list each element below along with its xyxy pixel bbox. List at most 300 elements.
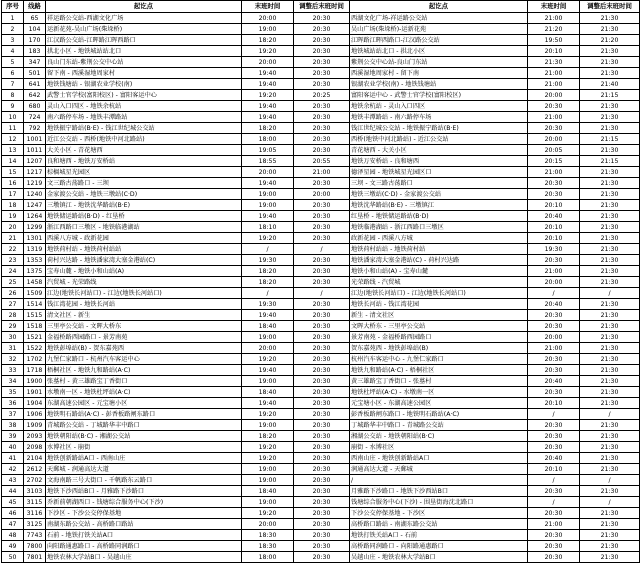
cell-endpoints-outbound: 地铁储运路站(B·D) - 红垦桥 xyxy=(46,211,242,222)
cell-endpoints-inbound: 地铁城站站北口 - 拱北小区 xyxy=(350,46,528,57)
cell-last-bus-inbound: 21:30 xyxy=(528,57,580,68)
cell-endpoints-outbound: 乔新前朝湖西口 - 钱塘综合服务中心(下沙) xyxy=(46,497,242,508)
cell-index: 4 xyxy=(2,46,24,57)
cell-adjusted-last-bus-outbound: 20:55 xyxy=(294,156,350,167)
cell-index: 34 xyxy=(2,376,24,387)
cell-adjusted-last-bus-inbound: 21:30 xyxy=(580,68,640,79)
cell-adjusted-last-bus-inbound: 21:30 xyxy=(580,101,640,112)
cell-index: 30 xyxy=(2,332,24,343)
header-adjusted-last-bus-outbound: 调整后末班时间 xyxy=(294,1,350,13)
cell-last-bus-inbound: 20:30 xyxy=(528,101,580,112)
cell-endpoints-inbound: 青花塘西 - 大关小区 xyxy=(350,145,528,156)
cell-last-bus-outbound: 18:40 xyxy=(242,387,294,398)
cell-last-bus-inbound: 20:30 xyxy=(528,420,580,431)
cell-endpoints-outbound: 留下南 - 西溪湿地周家村 xyxy=(46,68,242,79)
cell-adjusted-last-bus-outbound: 20:30 xyxy=(294,354,350,365)
table-row xyxy=(2,244,640,255)
cell-adjusted-last-bus-outbound: 20:30 xyxy=(294,332,350,343)
header-adjusted-last-bus-inbound: 调整后末班时间 xyxy=(580,1,640,13)
cell-index: 29 xyxy=(2,321,24,332)
cell-route: 1718 xyxy=(24,365,46,376)
cell-endpoints-outbound: 良山门东站-紫荆公交中心站 xyxy=(46,57,242,68)
cell-adjusted-last-bus-outbound: 20:30 xyxy=(294,398,350,409)
cell-last-bus-outbound: 18:20 xyxy=(242,266,294,277)
header-endpoints-outbound: 起讫点 xyxy=(46,1,242,13)
cell-adjusted-last-bus-inbound: / xyxy=(580,409,640,420)
cell-adjusted-last-bus-inbound: 21:30 xyxy=(580,244,640,255)
table-row xyxy=(2,431,640,442)
cell-endpoints-outbound: 运新花苑-吴山广场(柴垛桥) xyxy=(46,24,242,35)
cell-last-bus-outbound: 19:40 xyxy=(242,79,294,90)
table-row xyxy=(2,332,640,343)
cell-route: 1458 xyxy=(24,277,46,288)
cell-index: 19 xyxy=(2,211,24,222)
cell-route: 1207 xyxy=(24,156,46,167)
cell-index: 7 xyxy=(2,79,24,90)
cell-index: 12 xyxy=(2,134,24,145)
cell-adjusted-last-bus-outbound: 20:30 xyxy=(294,299,350,310)
cell-adjusted-last-bus-outbound: 20:30 xyxy=(294,277,350,288)
cell-last-bus-inbound: 21:00 xyxy=(528,167,580,178)
cell-endpoints-inbound: 地铁九和路站(A·C) - 梧桐社区 xyxy=(350,365,528,376)
cell-route: 1011 xyxy=(24,145,46,156)
cell-last-bus-outbound: 19:20 xyxy=(242,90,294,101)
cell-index: 38 xyxy=(2,420,24,431)
cell-index: 21 xyxy=(2,233,24,244)
cell-route: 1522 xyxy=(24,343,46,354)
cell-adjusted-last-bus-inbound: 21:30 xyxy=(580,189,640,200)
cell-adjusted-last-bus-inbound: 21:30 xyxy=(580,442,640,453)
cell-last-bus-inbound: 20:30 xyxy=(528,387,580,398)
cell-adjusted-last-bus-outbound: 20:30 xyxy=(294,530,350,541)
cell-adjusted-last-bus-outbound: 20:30 xyxy=(294,321,350,332)
cell-adjusted-last-bus-outbound: 20:30 xyxy=(294,453,350,464)
table-row xyxy=(2,68,640,79)
table-row xyxy=(2,112,640,123)
cell-endpoints-outbound: 近江公交站 - 西桥(地铁中河北路站) xyxy=(46,134,242,145)
cell-route: 104 xyxy=(24,24,46,35)
cell-adjusted-last-bus-inbound: 21:30 xyxy=(580,46,640,57)
cell-route: 1901 xyxy=(24,387,46,398)
cell-route: 1247 xyxy=(24,200,46,211)
cell-adjusted-last-bus-outbound: 20:30 xyxy=(294,387,350,398)
cell-endpoints-outbound: 金福桥路西园路口 - 景芳南苑 xyxy=(46,332,242,343)
cell-route: 1319 xyxy=(24,244,46,255)
cell-route: 7743 xyxy=(24,530,46,541)
cell-route: 1301 xyxy=(24,233,46,244)
cell-adjusted-last-bus-inbound: 21:30 xyxy=(580,420,640,431)
table-row xyxy=(2,46,640,57)
cell-route: 1264 xyxy=(24,211,46,222)
cell-endpoints-outbound: 地铁荷村站 - 地铁荷村站站 xyxy=(46,244,242,255)
cell-last-bus-inbound: 19:30 xyxy=(528,244,580,255)
cell-adjusted-last-bus-inbound: / xyxy=(580,497,640,508)
table-row xyxy=(2,310,640,321)
cell-route: 3103 xyxy=(24,486,46,497)
cell-endpoints-inbound: 湘湖公交站 - 地铁朝阳站(B·C) xyxy=(350,431,528,442)
cell-adjusted-last-bus-outbound: 20:30 xyxy=(294,101,350,112)
cell-adjusted-last-bus-inbound: 21:30 xyxy=(580,112,640,123)
cell-last-bus-outbound: 18:20 xyxy=(242,123,294,134)
cell-adjusted-last-bus-inbound: 21:30 xyxy=(580,519,640,530)
cell-endpoints-inbound: 德泽星园 - 地铁城星光园区口 xyxy=(350,167,528,178)
cell-endpoints-inbound: 政新花园 - 西溪八方城 xyxy=(350,233,528,244)
cell-index: 50 xyxy=(2,552,24,563)
cell-last-bus-outbound: 20:00 xyxy=(242,519,294,530)
cell-endpoints-inbound: 江边(地铁长河站口) - 江边(地铁长河站口) xyxy=(350,288,528,299)
cell-last-bus-inbound: 20:30 xyxy=(528,178,580,189)
cell-route: 7801 xyxy=(24,552,46,563)
cell-endpoints-inbound: 元宝塘小区 - 东湖高速公园区 xyxy=(350,398,528,409)
cell-endpoints-inbound: 地铁三墩站(C·D) - 金家渡公交站 xyxy=(350,189,528,200)
cell-last-bus-outbound: 19:00 xyxy=(242,24,294,35)
cell-endpoints-outbound: 梧桐社区 - 地铁九和路站(A·C) xyxy=(46,365,242,376)
cell-index: 1 xyxy=(2,13,24,24)
cell-endpoints-outbound: 地铁农林大学站B口 - 吴越山庄 xyxy=(46,552,242,563)
cell-endpoints-outbound: 石前 - 地铁打铁关站A口 xyxy=(46,530,242,541)
cell-last-bus-inbound: 20:00 xyxy=(528,332,580,343)
cell-last-bus-inbound: 20:10 xyxy=(528,200,580,211)
table-row xyxy=(2,24,640,35)
cell-index: 28 xyxy=(2,310,24,321)
cell-index: 22 xyxy=(2,244,24,255)
table-row xyxy=(2,277,640,288)
cell-last-bus-outbound: / xyxy=(242,288,294,299)
table-row xyxy=(2,497,640,508)
cell-last-bus-inbound: 20:40 xyxy=(528,376,580,387)
cell-index: 32 xyxy=(2,354,24,365)
cell-last-bus-outbound: 20:00 xyxy=(242,13,294,24)
cell-adjusted-last-bus-inbound: 21:30 xyxy=(580,453,640,464)
cell-adjusted-last-bus-inbound: 21:30 xyxy=(580,508,640,519)
cell-adjusted-last-bus-outbound: 20:30 xyxy=(294,431,350,442)
cell-last-bus-outbound: 20:00 xyxy=(242,343,294,354)
cell-route: 501 xyxy=(24,68,46,79)
cell-endpoints-outbound: 水博社区 - 崩街 xyxy=(46,442,242,453)
cell-last-bus-inbound: 20:00 xyxy=(528,90,580,101)
cell-last-bus-outbound: 19:20 xyxy=(242,508,294,519)
cell-adjusted-last-bus-inbound: 21:30 xyxy=(580,13,640,24)
cell-index: 43 xyxy=(2,475,24,486)
cell-index: 20 xyxy=(2,222,24,233)
cell-endpoints-outbound: 武警士官学校(富阳校区) - 富阳客运中心 xyxy=(46,90,242,101)
cell-last-bus-outbound: 19:20 xyxy=(242,453,294,464)
cell-last-bus-outbound: / xyxy=(242,244,294,255)
cell-adjusted-last-bus-inbound: 21:30 xyxy=(580,376,640,387)
cell-adjusted-last-bus-inbound: 21:30 xyxy=(580,343,640,354)
cell-adjusted-last-bus-outbound: 20:30 xyxy=(294,24,350,35)
cell-adjusted-last-bus-outbound: 20:30 xyxy=(294,420,350,431)
cell-last-bus-inbound: 21:20 xyxy=(528,24,580,35)
cell-route: 1514 xyxy=(24,299,46,310)
cell-route: 1702 xyxy=(24,354,46,365)
cell-route: 1299 xyxy=(24,222,46,233)
cell-endpoints-inbound: 景芳南苑 - 金福桥路西园路口 xyxy=(350,332,528,343)
cell-endpoints-inbound: 地铁万安桥站 - 良和塘西 xyxy=(350,156,528,167)
cell-last-bus-outbound: 19:40 xyxy=(242,101,294,112)
cell-adjusted-last-bus-inbound: 21:15 xyxy=(580,156,640,167)
cell-index: 46 xyxy=(2,508,24,519)
cell-adjusted-last-bus-outbound: 20:30 xyxy=(294,519,350,530)
cell-endpoints-inbound: 西南山庄 - 地铁创新路站A口 xyxy=(350,453,528,464)
table-row xyxy=(2,552,640,563)
cell-endpoints-inbound: 地铁沈华路站(B·E) - 三墩镇江 xyxy=(350,200,528,211)
cell-last-bus-outbound: 19:20 xyxy=(242,233,294,244)
cell-endpoints-outbound: 天郵城 - 润通高达大道 xyxy=(46,464,242,475)
cell-endpoints-inbound: 崩街 - 水博社区 xyxy=(350,442,528,453)
cell-endpoints-outbound: 地铁朝阳站(B·C) - 湘湖公交站 xyxy=(46,431,242,442)
cell-last-bus-inbound: 20:30 xyxy=(528,255,580,266)
cell-index: 23 xyxy=(2,255,24,266)
cell-index: 16 xyxy=(2,178,24,189)
cell-last-bus-inbound: 20:00 xyxy=(528,134,580,145)
cell-endpoints-inbound: 地铁小和山站(A) - 宝寿山麓 xyxy=(350,266,528,277)
cell-route: 1521 xyxy=(24,332,46,343)
cell-index: 33 xyxy=(2,365,24,376)
table-row xyxy=(2,354,640,365)
cell-route: 1353 xyxy=(24,255,46,266)
cell-index: 17 xyxy=(2,189,24,200)
cell-endpoints-outbound: 地铁下沙西站B口 - 月雅路下沙路口 xyxy=(46,486,242,497)
cell-adjusted-last-bus-outbound: 20:30 xyxy=(294,442,350,453)
cell-endpoints-inbound: 光荣路线 - 汽贸城 xyxy=(350,277,528,288)
cell-adjusted-last-bus-inbound: 21:30 xyxy=(580,398,640,409)
cell-last-bus-outbound: 20:00 xyxy=(242,167,294,178)
table-row xyxy=(2,200,640,211)
cell-index: 35 xyxy=(2,387,24,398)
cell-index: 44 xyxy=(2,486,24,497)
cell-last-bus-outbound: 18:20 xyxy=(242,277,294,288)
cell-endpoints-inbound: 地铁杜坪站(A·C) - 水墩南一区 xyxy=(350,387,528,398)
cell-adjusted-last-bus-outbound: / xyxy=(294,288,350,299)
cell-endpoints-inbound: 红垦桥 - 地铁储运路站(B·D) xyxy=(350,211,528,222)
cell-last-bus-inbound: 20:40 xyxy=(528,299,580,310)
cell-adjusted-last-bus-outbound: 20:00 xyxy=(294,189,350,200)
cell-last-bus-inbound: 20:10 xyxy=(528,46,580,57)
cell-endpoints-outbound: 浙江西路口三墩区 - 地铁临港湖站 xyxy=(46,222,242,233)
cell-endpoints-outbound: 江汉路公交站-江晖路江晖西路口 xyxy=(46,35,242,46)
cell-route: 1906 xyxy=(24,409,46,420)
cell-index: 47 xyxy=(2,519,24,530)
table-row xyxy=(2,387,640,398)
cell-last-bus-outbound: 19:40 xyxy=(242,211,294,222)
cell-index: 27 xyxy=(2,299,24,310)
cell-last-bus-outbound: 19:40 xyxy=(242,112,294,123)
cell-last-bus-outbound: 19:00 xyxy=(242,497,294,508)
cell-adjusted-last-bus-inbound: 21:30 xyxy=(580,365,640,376)
cell-endpoints-inbound: 银湖农业学校(南) - 地铁钱塘站 xyxy=(350,79,528,90)
cell-endpoints-inbound: 贺东嘉苑西 - 地铁彭埠站(B) xyxy=(350,343,528,354)
cell-endpoints-inbound: 地铁余杭站 - 灵山入口四区 xyxy=(350,101,528,112)
table-row xyxy=(2,156,640,167)
table-row xyxy=(2,266,640,277)
cell-endpoints-outbound: 下沙区 - 下沙公交停保基地 xyxy=(46,508,242,519)
cell-adjusted-last-bus-outbound: 20:30 xyxy=(294,178,350,189)
cell-route: 2093 xyxy=(24,431,46,442)
cell-index: 15 xyxy=(2,167,24,178)
cell-endpoints-inbound: / xyxy=(350,475,528,486)
cell-route: 170 xyxy=(24,35,46,46)
cell-last-bus-outbound: 18:55 xyxy=(242,156,294,167)
cell-last-bus-outbound: 18:00 xyxy=(242,552,294,563)
cell-last-bus-inbound: 20:30 xyxy=(528,530,580,541)
cell-last-bus-inbound: 20:30 xyxy=(528,123,580,134)
cell-last-bus-inbound: 21:00 xyxy=(528,68,580,79)
cell-index: 8 xyxy=(2,90,24,101)
cell-adjusted-last-bus-outbound: 20:30 xyxy=(294,134,350,145)
cell-last-bus-outbound: 19:00 xyxy=(242,420,294,431)
cell-adjusted-last-bus-outbound: 20:30 xyxy=(294,376,350,387)
cell-last-bus-inbound: 20:10 xyxy=(528,233,580,244)
cell-adjusted-last-bus-outbound: 20:30 xyxy=(294,145,350,156)
cell-endpoints-outbound: 良和塘西 - 地铁万安桥站 xyxy=(46,156,242,167)
cell-last-bus-outbound: 19:05 xyxy=(242,145,294,156)
cell-endpoints-outbound: 地铁钱塘站 - 银湖农业学校(南) xyxy=(46,79,242,90)
cell-endpoints-outbound: 灵山入口四区 - 地铁余杭站 xyxy=(46,101,242,112)
cell-endpoints-outbound: 地铁振宁路站(B·E) - 钱江世纪城公交站 xyxy=(46,123,242,134)
cell-index: 49 xyxy=(2,541,24,552)
cell-endpoints-outbound: 地铁明石路站(A·C) - 彭香板路闸东路口 xyxy=(46,409,242,420)
cell-last-bus-outbound: 19:00 xyxy=(242,376,294,387)
cell-adjusted-last-bus-inbound: 21:30 xyxy=(580,332,640,343)
table-row xyxy=(2,453,640,464)
cell-route: 1515 xyxy=(24,310,46,321)
cell-route: 2104 xyxy=(24,453,46,464)
cell-adjusted-last-bus-inbound: 21:30 xyxy=(580,552,640,563)
cell-endpoints-outbound: 文三路古荡路口 - 三坝 xyxy=(46,178,242,189)
cell-adjusted-last-bus-inbound: 21:30 xyxy=(580,387,640,398)
cell-last-bus-outbound: 19:20 xyxy=(242,46,294,57)
cell-endpoints-outbound: 地铁彭埠站(B) - 贺东嘉苑西 xyxy=(46,343,242,354)
cell-index: 48 xyxy=(2,530,24,541)
cell-adjusted-last-bus-inbound: 21:30 xyxy=(580,486,640,497)
cell-route: 2098 xyxy=(24,442,46,453)
cell-endpoints-outbound: 祥运路公交站-西湖文化广场 xyxy=(46,13,242,24)
table-row xyxy=(2,398,640,409)
cell-adjusted-last-bus-outbound: 20:30 xyxy=(294,79,350,90)
cell-endpoints-inbound: 西桥(地铁中河北路站) - 近江公交站 xyxy=(350,134,528,145)
table-row xyxy=(2,189,640,200)
header-index: 序号 xyxy=(2,1,24,13)
cell-adjusted-last-bus-outbound: 20:30 xyxy=(294,211,350,222)
cell-adjusted-last-bus-inbound: 21:30 xyxy=(580,233,640,244)
cell-endpoints-inbound: 地铁丰潭路站 - 南六路停车场 xyxy=(350,112,528,123)
cell-adjusted-last-bus-outbound: 20:30 xyxy=(294,255,350,266)
header-route: 线路 xyxy=(24,1,46,13)
cell-adjusted-last-bus-outbound: 20:30 xyxy=(294,475,350,486)
cell-last-bus-inbound: / xyxy=(528,288,580,299)
cell-adjusted-last-bus-outbound: 20:30 xyxy=(294,409,350,420)
cell-last-bus-inbound: 20:30 xyxy=(528,310,580,321)
cell-adjusted-last-bus-outbound: 20:30 xyxy=(294,57,350,68)
cell-endpoints-inbound: 下沙公交停保基地 - 下沙区 xyxy=(350,508,528,519)
cell-adjusted-last-bus-inbound: 21:20 xyxy=(580,35,640,46)
cell-last-bus-inbound: 20:10 xyxy=(528,398,580,409)
bus-schedule-table xyxy=(1,0,640,563)
cell-last-bus-inbound: / xyxy=(528,475,580,486)
cell-last-bus-inbound: 20:15 xyxy=(528,156,580,167)
cell-index: 25 xyxy=(2,277,24,288)
cell-endpoints-outbound: 荷村兴达路 - 地铁潘家湾大塞金港站(C) xyxy=(46,255,242,266)
cell-endpoints-outbound: 张墓村 - 黄三雄路宝丁香街口 xyxy=(46,376,242,387)
cell-endpoints-inbound: 高桥路口路站 - 南湖东路公交站 xyxy=(350,519,528,530)
cell-route: 1375 xyxy=(24,266,46,277)
cell-last-bus-outbound: 18:40 xyxy=(242,486,294,497)
cell-index: 36 xyxy=(2,398,24,409)
table-row xyxy=(2,233,640,244)
cell-adjusted-last-bus-inbound: / xyxy=(580,288,640,299)
table-row xyxy=(2,57,640,68)
cell-endpoints-outbound: 东湖高速公园区 - 元宝塘小区 xyxy=(46,398,242,409)
cell-last-bus-outbound: 18:30 xyxy=(242,541,294,552)
cell-route: 1217 xyxy=(24,167,46,178)
cell-endpoints-inbound: 地铁长河站 - 钱江湾花园 xyxy=(350,299,528,310)
cell-adjusted-last-bus-outbound: 20:25 xyxy=(294,90,350,101)
cell-last-bus-outbound: 18:20 xyxy=(242,35,294,46)
cell-index: 13 xyxy=(2,145,24,156)
cell-endpoints-outbound: 向阳路通惠路口 - 高桥路同润路口 xyxy=(46,541,242,552)
cell-adjusted-last-bus-outbound: 20:30 xyxy=(294,35,350,46)
cell-route: 1900 xyxy=(24,376,46,387)
cell-last-bus-inbound: 20:00 xyxy=(528,277,580,288)
cell-endpoints-outbound: 青城路公交站 - 丁城路华丰中路口 xyxy=(46,420,242,431)
table-row xyxy=(2,343,640,354)
header-last-bus-outbound: 末班时间 xyxy=(242,1,294,13)
cell-index: 42 xyxy=(2,464,24,475)
cell-endpoints-outbound: 江边(地铁长河站口) - 江边(地铁长河站口) xyxy=(46,288,242,299)
cell-route: 1909 xyxy=(24,420,46,431)
cell-last-bus-inbound: 20:40 xyxy=(528,211,580,222)
cell-last-bus-outbound: 19:00 xyxy=(242,332,294,343)
cell-last-bus-outbound: 19:40 xyxy=(242,310,294,321)
cell-route: 183 xyxy=(24,46,46,57)
cell-route: 680 xyxy=(24,101,46,112)
cell-adjusted-last-bus-inbound: 21:15 xyxy=(580,90,640,101)
cell-last-bus-inbound: 21:00 xyxy=(528,79,580,90)
cell-last-bus-outbound: 18:10 xyxy=(242,222,294,233)
cell-last-bus-outbound: 19:20 xyxy=(242,409,294,420)
cell-last-bus-outbound: 20:00 xyxy=(242,57,294,68)
cell-index: 24 xyxy=(2,266,24,277)
cell-last-bus-inbound: 20:30 xyxy=(528,552,580,563)
table-row xyxy=(2,90,640,101)
cell-endpoints-inbound: 吴越山庄 - 地铁农林大学站B口 xyxy=(350,552,528,563)
cell-endpoints-inbound: 钱江世纪城公交站 - 地铁振宁路站(B·E) xyxy=(350,123,528,134)
cell-index: 6 xyxy=(2,68,24,79)
cell-endpoints-outbound: 南湖东路公交站 - 高桥路口路站 xyxy=(46,519,242,530)
cell-last-bus-outbound: 19:30 xyxy=(242,299,294,310)
header-endpoints-inbound: 起讫点 xyxy=(350,1,528,13)
header-last-bus-inbound: 末班时间 xyxy=(528,1,580,13)
cell-last-bus-outbound: 18:20 xyxy=(242,431,294,442)
cell-adjusted-last-bus-outbound: 20:30 xyxy=(294,365,350,376)
cell-endpoints-outbound: 西溪八方城 - 政新花园 xyxy=(46,233,242,244)
cell-adjusted-last-bus-inbound: 21:30 xyxy=(580,167,640,178)
table-row xyxy=(2,365,640,376)
cell-last-bus-inbound: / xyxy=(528,409,580,420)
cell-last-bus-outbound: 19:00 xyxy=(242,464,294,475)
cell-adjusted-last-bus-inbound: 21:30 xyxy=(580,464,640,475)
table-row xyxy=(2,167,640,178)
cell-adjusted-last-bus-inbound: 21:30 xyxy=(580,178,640,189)
cell-adjusted-last-bus-inbound: 21:30 xyxy=(580,277,640,288)
table-row xyxy=(2,442,640,453)
cell-last-bus-inbound: 21:00 xyxy=(528,112,580,123)
cell-route: 1219 xyxy=(24,178,46,189)
cell-last-bus-inbound: 20:30 xyxy=(528,189,580,200)
cell-index: 3 xyxy=(2,35,24,46)
cell-last-bus-inbound: 20:30 xyxy=(528,365,580,376)
